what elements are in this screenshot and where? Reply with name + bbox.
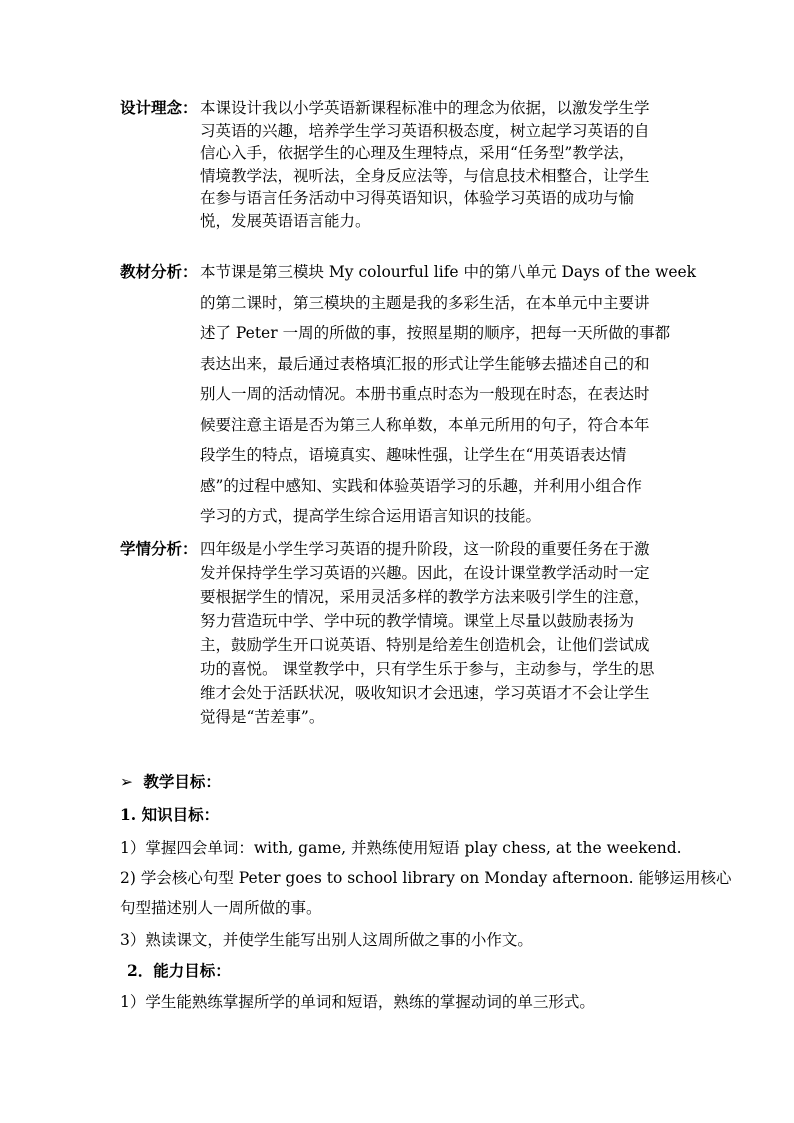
ability-goal-item: 1）学生能熟练掌握所学的单词和短语，熟练的掌握动词的单三形式。 xyxy=(120,993,595,1011)
knowledge-goal-item: 句型描述别人一周所做的事。 xyxy=(120,899,322,917)
paragraph-line: 功的喜悦。 课堂教学中，只有学生乐于参与，主动参与，学生的思 xyxy=(200,660,655,678)
paragraph-line: 感”的过程中感知、实践和体验英语学习的乐趣，并利用小组合作 xyxy=(200,476,642,495)
paragraph-line: 信心入手，依据学生的心理及生理特点，采用“任务型”教学法， xyxy=(200,144,635,162)
teaching-goals-label: 教学目标： xyxy=(143,772,221,791)
student-analysis-body xyxy=(200,537,675,729)
paragraph-line: 学习的方式，提高学生综合运用语言知识的技能。 xyxy=(200,507,542,525)
design-concept-section xyxy=(120,97,675,232)
paragraph-line: 要根据学生的情况，采用灵活多样的教学方法来吸引学生的注意， xyxy=(200,588,650,606)
paragraph-line: 段学生的特点，语境真实、趣味性强，让学生在“用英语表达情 xyxy=(200,446,627,464)
teaching-goals-heading xyxy=(120,770,221,792)
ability-goals-heading: 2．能力目标： xyxy=(127,961,231,980)
paragraph-line: 主，鼓励学生开口说英语、特别是给差生创造机会，让他们尝试成 xyxy=(200,636,650,654)
paragraph-line: 习英语的兴趣，培养学生学习英语积极态度，树立起学习英语的自 xyxy=(200,121,650,140)
paragraph-line: 别人一周的活动情况。本册书重点时态为一般现在时态，在表达时 xyxy=(200,385,650,403)
paragraph-line: 发并保持学生学习英语的兴趣。因此，在设计课堂教学活动时一定 xyxy=(200,564,650,582)
material-analysis-section xyxy=(120,257,697,532)
paragraph-line: 候要注意主语是否为第三人称单数，本单元所用的句子，符合本年 xyxy=(200,415,650,434)
knowledge-goal-item: 3）熟读课文，并使学生能写出别人这周所做之事的小作文。 xyxy=(120,931,533,949)
material-analysis-body xyxy=(200,257,697,532)
paragraph-line: 的第二课时，第三模块的主题是我的多彩生活，在本单元中主要讲 xyxy=(200,293,650,312)
paragraph-line: 情境教学法，视听法，全身反应法等，与信息技术相整合，让学生 xyxy=(200,166,650,185)
paragraph-line: 努力营造玩中学、学中玩的教学情境。课堂上尽量以鼓励表扬为 xyxy=(200,612,635,630)
paragraph-line: 维才会处于活跃状况，吸收知识才会迅速，学习英语才不会让学生 xyxy=(200,684,650,702)
design-concept-body xyxy=(200,97,675,232)
arrow-bullet-icon: ➢ xyxy=(120,773,133,791)
student-analysis-heading: 学情分析： xyxy=(120,539,198,558)
paragraph-line: 在参与语言任务活动中习得英语知识，体验学习英语的成功与愉 xyxy=(200,189,635,207)
paragraph-line: 觉得是“苦差事”。 xyxy=(200,708,325,726)
paragraph-line: 本课设计我以小学英语新课程标准中的理念为依据，以激发学生学 xyxy=(200,99,650,117)
knowledge-goals-heading: 1. 知识目标： xyxy=(120,805,220,824)
material-analysis-heading: 教材分析： xyxy=(120,262,198,281)
paragraph-line: 述了 Peter 一周的所做的事，按照星期的顺序，把每一天所做的事都 xyxy=(200,324,671,342)
paragraph-line: 悦，发展英语语言能力。 xyxy=(200,211,371,230)
paragraph-line: 表达出来，最后通过表格填汇报的形式让学生能够去描述自己的和 xyxy=(200,354,650,373)
knowledge-goal-item: 1）掌握四会单词：with, game, 并熟练使用短语 play chess, at the weekend. xyxy=(120,839,682,857)
knowledge-goal-item: 2) 学会核心句型 Peter goes to school library on Monday afternoon. 能够运用核心 xyxy=(120,869,732,887)
student-analysis-section xyxy=(120,537,675,729)
design-concept-heading: 设计理念： xyxy=(120,98,198,117)
paragraph-line: 四年级是小学生学习英语的提升阶段，这一阶段的重要任务在于激 xyxy=(200,540,650,558)
paragraph-line: 本节课是第三模块 My colourful life 中的第八单元 Days of the week xyxy=(200,263,697,281)
